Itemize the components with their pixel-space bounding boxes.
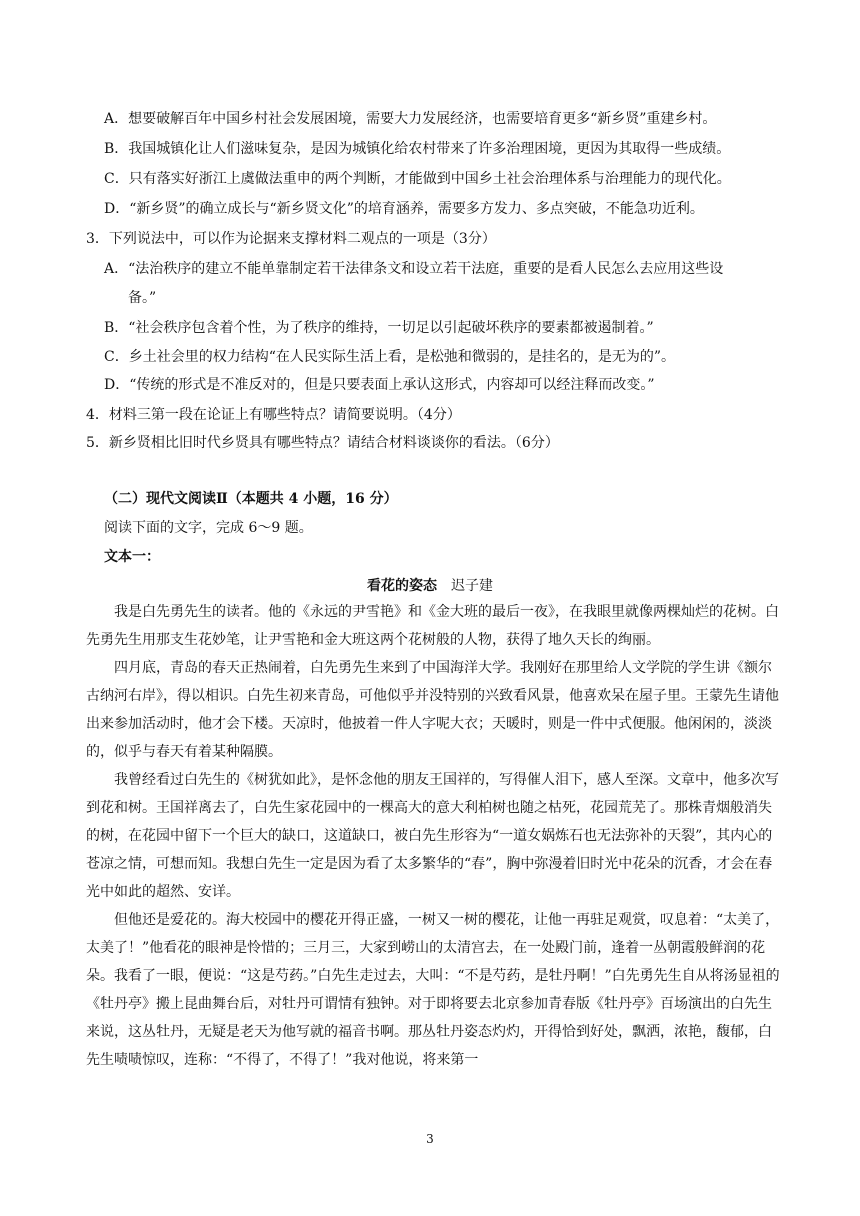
article-paragraph-3: 我曾经看过白先生的《树犹如此》，是怀念他的朋友王国祥的，写得催人泪下，感人至深。文章中，他多次写到花和树。王国祥离去了，白先生家花园中的一棵高大的意大利柏树也随之枯死，花园荒芜了。那株青烟般消失的树，在花园中留下一个巨大的缺口，这道缺口，被白先生形容为“一道女娲炼石也无法弥补的天裂”，其内心的苍凉之情，可想而知。我想白先生一定是因为看了太多繁华的“春”，胸中弥漫着旧时光中花朵的沉香，才会在春光中如此的超然、安详。 [86,772,779,900]
q3-option-b: B．“社会秩序包含着个性，为了秩序的维持，一切足以引起破坏秩序的要素都被遏制着。” [104,320,654,336]
q2-option-d: D．“新乡贤”的确立成长与“新乡贤文化”的培育涵养，需要多方发力、多点突破，不能急功近利。 [104,201,704,217]
page-number: 3 [426,1132,434,1146]
question-4: 4．材料三第一段在论证上有哪些特点？请简要说明。（4分） [86,407,461,423]
article-paragraph-4: 但他还是爱花的。海大校园中的樱花开得正盛，一树又一树的樱花，让他一再驻足观赏，叹息着：“太美了，太美了！”他看花的眼神是怜惜的；三月三，大家到崂山的太清宫去，在一处殿门前，逢着一丛朝霞般鲜润的花朵。我看了一眼，便说：“这是芍药。”白先生走过去，大叫：“不是芍药，是牡丹啊！”白先勇先生自从将汤显祖的《牡丹亭》搬上昆曲舞台后，对牡丹可谓情有独钟。对于即将要去北京参加青春版《牡丹亭》百场演出的白先生来说，这丛牡丹，无疑是老天为他写就的福音书啊。那丛牡丹姿态灼灼，开得恰到好处，飘洒，浓艳，馥郁，白先生啧啧惊叹，连称：“不得了，不得了！”我对他说，将来第一 [86,912,780,1068]
q3-option-c: C．乡土社会里的权力结构“在人民实际生活上看，是松弛和微弱的，是挂名的，是无为的”。 [104,349,676,365]
q3-option-a-continued: 备。” [128,290,157,306]
q2-option-c: C．只有落实好浙江上虞做法重申的两个判断，才能做到中国乡土社会治理体系与治理能力的现代化。 [104,171,731,187]
q3-option-d: D．“传统的形式是不准反对的，但是只要表面上承认这形式，内容却可以经注释而改变。” [104,377,655,393]
q3-option-a: A．“法治秩序的建立不能单靠制定若干法律条文和设立若干法庭，重要的是看人民怎么去应用这些设 [104,261,724,277]
reading-instruction: 阅读下面的文字，完成 6～9 题。 [104,520,313,536]
article-title-line [0,571,860,601]
article-paragraph-1: 我是白先勇先生的读者。他的《永远的尹雪艳》和《金大班的最后一夜》，在我眼里就像两棵灿烂的花树。白先勇先生用那支生花妙笔，让尹雪艳和金大班这两个花树般的人物，获得了地久天长的绚丽。 [86,604,779,648]
q2-option-b: B．我国城镇化让人们滋味复杂，是因为城镇化给农村带来了许多治理困境，更因为其取得一些成绩。 [104,141,731,157]
q2-option-a: A．想要破解百年中国乡村社会发展困境，需要大力发展经济，也需要培育更多“新乡贤”重建乡村。 [104,111,717,127]
article-paragraph-2: 四月底，青岛的春天正热闹着，白先勇先生来到了中国海洋大学。我刚好在那里给人文学院的学生讲《额尔古纳河右岸》，得以相识。白先生初来青岛，可他似乎并没特别的兴致看风景，他喜欢呆在屋子里。王蒙先生请他出来参加活动时，他才会下楼。天凉时，他披着一件人字呢大衣；天暖时，则是一件中式便服。他闲闲的，淡淡的，似乎与春天有着某种隔膜。 [86,660,779,760]
text-label: 文本一： [104,549,160,565]
question-3: 3．下列说法中，可以作为论据来支撑材料二观点的一项是（3分） [86,231,496,247]
article-title: 看花的姿态 [367,578,437,594]
question-5: 5．新乡贤相比旧时代乡贤具有哪些特点？请结合材料谈谈你的看法。（6分） [86,435,559,451]
article-author: 迟子建 [451,578,493,594]
section-heading: （二）现代文阅读Ⅱ（本题共 4 小题，16 分） [104,491,398,507]
